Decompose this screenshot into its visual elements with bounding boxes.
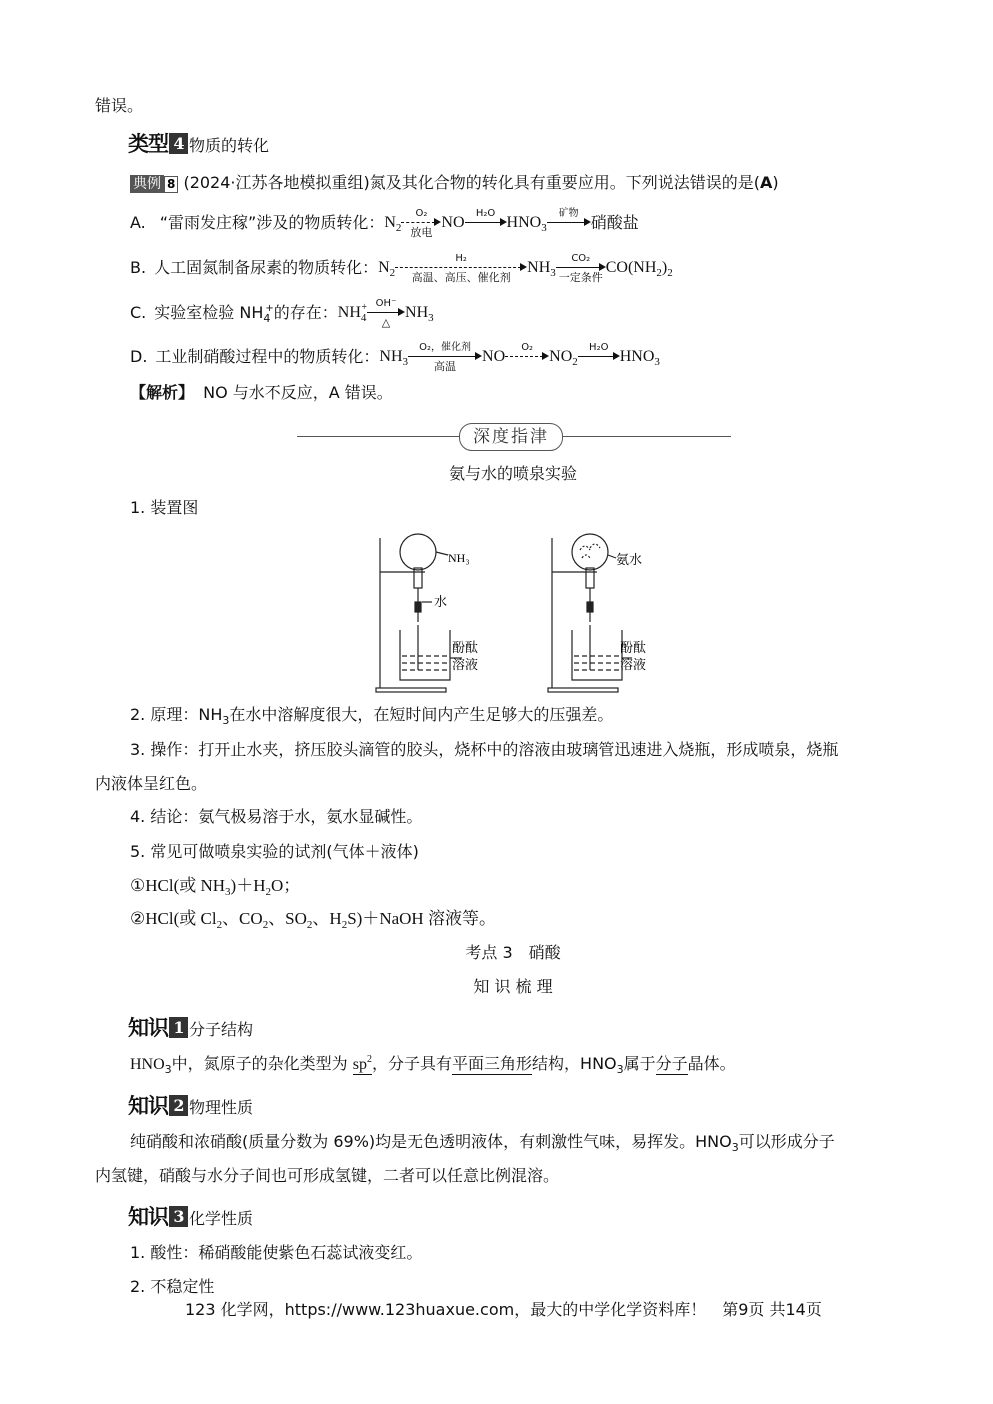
option-d-text: 工业制硝酸过程中的物质转化： bbox=[155, 347, 380, 366]
option-a-n2: $N_2$ bbox=[384, 214, 402, 234]
option-a bbox=[130, 206, 639, 240]
label-ammonia-water: 氨水 bbox=[616, 553, 643, 568]
label-solution-2: 溶液 bbox=[620, 658, 647, 673]
option-d bbox=[130, 340, 660, 374]
example-stem bbox=[130, 172, 779, 194]
option-c-nh3: $NH_3$ bbox=[405, 304, 434, 324]
label-water: 水 bbox=[434, 595, 448, 610]
banner-rule-right bbox=[563, 436, 731, 437]
reagent-2: ②HCl(或 $Cl_2$、$CO_2$、$SO_2$、$H_2S)+NaOH$ 溶液等。 bbox=[130, 909, 496, 931]
example-tag: 典例 bbox=[130, 175, 164, 193]
label-phenolphthalein-1: 酚酞 bbox=[452, 641, 479, 656]
example-question: (2024·江苏各地模拟重组)氮及其化合物的转化具有重要应用。下列说法错误的是( bbox=[183, 173, 760, 192]
item-5: 5. 常见可做喷泉实验的试剂(气体＋液体) bbox=[130, 842, 419, 861]
option-b-label: B. bbox=[130, 258, 147, 277]
previous-text-fragment: 错误。 bbox=[95, 96, 144, 115]
banner-rule-left bbox=[297, 436, 459, 437]
option-a-label: A. bbox=[130, 213, 146, 232]
option-a-text: “雷雨发庄稼”涉及的物质转化： bbox=[159, 213, 385, 232]
arrow-d1: O₂，催化剂 高温 bbox=[408, 342, 482, 372]
section-subtitle: 氨与水的喷泉实验 bbox=[448, 464, 577, 483]
label-solution-1: 溶液 bbox=[452, 658, 479, 673]
arrow-a2: H₂O bbox=[465, 208, 507, 238]
option-d-no: NO bbox=[482, 348, 506, 365]
option-c bbox=[130, 296, 434, 330]
insight-banner: 深度指津 bbox=[459, 423, 563, 451]
analysis-text: NO 与水不反应，A 错误。 bbox=[203, 383, 393, 402]
option-c-label: C. bbox=[130, 303, 147, 322]
arrow-c1: OH⁻ △ bbox=[367, 298, 405, 328]
type4-heading bbox=[128, 128, 269, 158]
option-b-n2: $N_2$ bbox=[378, 259, 396, 279]
knowledge-2-line-2: 内氢键，硝酸与水分子间也可形成氢键，二者可以任意比例混溶。 bbox=[95, 1166, 560, 1185]
option-a-no: NO bbox=[441, 214, 465, 231]
option-b-nh3: $NH_3$ bbox=[527, 259, 556, 279]
type-title: 物质的转化 bbox=[189, 136, 270, 155]
example-number: 8 bbox=[164, 176, 178, 193]
page-footer: 123 化学网，https://www.123huaxue.com，最大的中学化学资料库！ 第9页 共14页 bbox=[185, 1300, 822, 1319]
fountain-apparatus-figure bbox=[370, 530, 660, 695]
option-d-hno3: $HNO_3$ bbox=[619, 348, 660, 368]
option-b bbox=[130, 251, 673, 285]
option-c-text: 实验室检验 $NH_4^+$的存在： bbox=[154, 303, 338, 325]
type-prefix: 类型 bbox=[128, 131, 168, 156]
knowledge-3-item-1: 1. 酸性：稀硝酸能使紫色石蕊试液变红。 bbox=[130, 1243, 423, 1262]
knowledge-1-text: $HNO_3$中，氮原子的杂化类型为 $sp^2$，分子具有平面三角形结构，$HNO_3$属于分子晶体。 bbox=[130, 1054, 736, 1076]
option-d-label: D. bbox=[130, 347, 148, 366]
item-2: 2. 原理：$NH_3$在水中溶解度很大，在短时间内产生足够大的压强差。 bbox=[130, 705, 614, 727]
option-c-nh4: $NH_4^+$ bbox=[337, 302, 368, 324]
example-answer: A bbox=[760, 173, 773, 192]
option-a-nitrate: 硝酸盐 bbox=[590, 213, 639, 232]
knowledge-2-line-1: 纯硝酸和浓硝酸(质量分数为 69%)均是无色透明液体，有刺激性气味，易挥发。$HNO_3$可以形成分子 bbox=[130, 1132, 835, 1154]
example-close: ) bbox=[772, 173, 779, 192]
arrow-d3: H₂O bbox=[578, 342, 620, 372]
analysis-tag: 【解析】 bbox=[130, 383, 195, 402]
arrow-b2: CO₂ 一定条件 bbox=[556, 253, 606, 283]
option-a-hno3: $HNO_3$ bbox=[506, 214, 547, 234]
item-4: 4. 结论：氨气极易溶于水，氨水显碱性。 bbox=[130, 807, 423, 826]
item-1: 1. 装置图 bbox=[130, 498, 199, 517]
arrow-a3: 矿物 bbox=[547, 208, 591, 238]
analysis bbox=[130, 382, 393, 404]
label-phenolphthalein-2: 酚酞 bbox=[620, 641, 647, 656]
arrow-d2: O₂ bbox=[505, 342, 549, 372]
item-3-line-1: 3. 操作：打开止水夹，挤压胶头滴管的胶头，烧杯中的溶液由玻璃管迅速进入烧瓶，形成喷泉，烧瓶 bbox=[130, 740, 839, 759]
item-3-line-2: 内液体呈红色。 bbox=[95, 774, 208, 793]
type-number: 4 bbox=[169, 133, 188, 154]
label-nh3: NH₃ bbox=[448, 551, 470, 565]
knowledge-3-heading: 知识 3 化学性质 bbox=[128, 1204, 254, 1229]
knowledge-1-heading: 知识 1 分子结构 bbox=[128, 1015, 254, 1040]
option-d-nh3: $NH_3$ bbox=[379, 348, 409, 368]
knowledge-3-item-2: 2. 不稳定性 bbox=[130, 1277, 215, 1296]
option-d-no2: $NO_2$ bbox=[549, 348, 578, 368]
option-b-urea: $CO(NH_2)_2$ bbox=[605, 259, 673, 279]
reagent-1: ①HCl(或 $NH_3)+H_2O$； bbox=[130, 876, 301, 898]
section-subheading: 知 识 梳 理 bbox=[473, 977, 553, 996]
arrow-a1: O₂ 放电 bbox=[401, 208, 441, 238]
section-title: 考点 3 硝酸 bbox=[465, 943, 561, 962]
option-b-text: 人工固氮制备尿素的物质转化： bbox=[154, 258, 379, 277]
arrow-b1: H₂ 高温、高压、催化剂 bbox=[395, 253, 527, 283]
knowledge-2-heading: 知识 2 物理性质 bbox=[128, 1093, 254, 1118]
